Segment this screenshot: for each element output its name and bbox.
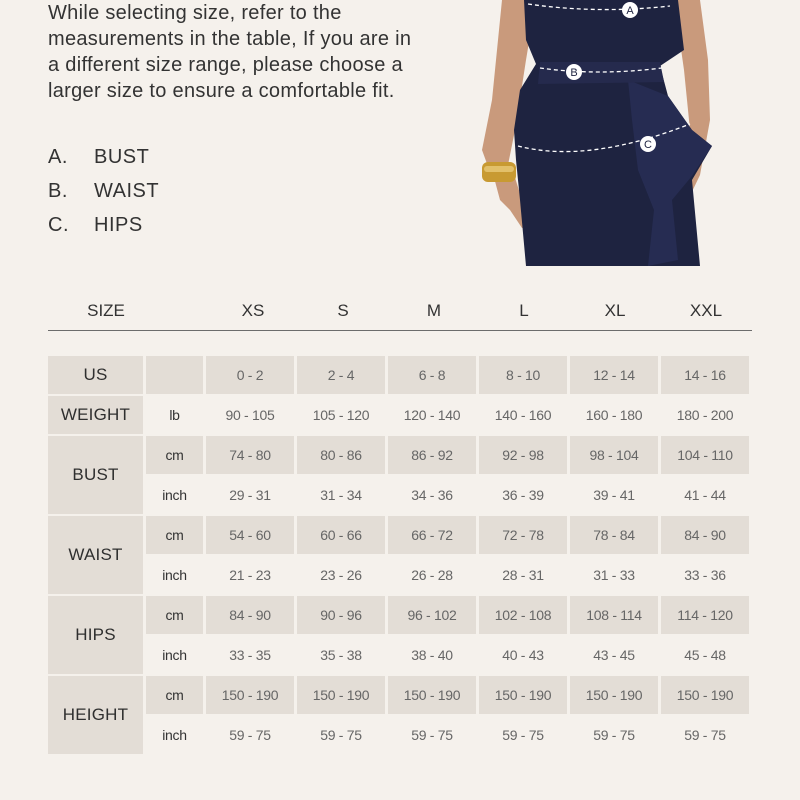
value-cell: 26 - 28 [411, 567, 453, 583]
value-cell: 150 - 190 [570, 676, 658, 714]
value-cell: 31 - 33 [593, 567, 635, 583]
value-cell: 0 - 2 [206, 356, 294, 394]
value-cell: 59 - 75 [502, 727, 544, 743]
value-cell: 150 - 190 [388, 676, 476, 714]
size-col-xs: XS [241, 301, 265, 320]
value-cell: 140 - 160 [494, 407, 552, 423]
value-cell: 104 - 110 [661, 436, 749, 474]
value-cell: 43 - 45 [593, 647, 635, 663]
value-cell: 120 - 140 [403, 407, 461, 423]
size-col-xl: XL [604, 301, 626, 320]
value-cell: 2 - 4 [297, 356, 385, 394]
value-cell: 150 - 190 [661, 676, 749, 714]
value-cell: 98 - 104 [570, 436, 658, 474]
unit-cell: inch [162, 727, 187, 743]
value-cell: 31 - 34 [320, 487, 362, 503]
measurement-letter: A. [48, 145, 68, 168]
row-label-hips: HIPS [48, 596, 143, 674]
size-col-l: L [519, 301, 529, 320]
unit-cell: cm [146, 436, 203, 474]
value-cell: 38 - 40 [411, 647, 453, 663]
value-cell: 59 - 75 [684, 727, 726, 743]
value-cell: 150 - 190 [206, 676, 294, 714]
value-cell: 108 - 114 [570, 596, 658, 634]
value-cell: 105 - 120 [312, 407, 370, 423]
value-cell: 114 - 120 [661, 596, 749, 634]
value-cell: 8 - 10 [479, 356, 567, 394]
value-cell: 72 - 78 [479, 516, 567, 554]
value-cell: 150 - 190 [479, 676, 567, 714]
measurement-item-waist [48, 174, 159, 208]
value-cell: 28 - 31 [502, 567, 544, 583]
value-cell: 90 - 96 [297, 596, 385, 634]
value-cell: 33 - 35 [229, 647, 271, 663]
row-label-height: HEIGHT [48, 676, 143, 754]
value-cell: 41 - 44 [684, 487, 726, 503]
value-cell: 33 - 36 [684, 567, 726, 583]
unit-cell [146, 356, 203, 394]
value-cell: 23 - 26 [320, 567, 362, 583]
size-col-s: S [337, 301, 349, 320]
marker-a: A [626, 5, 634, 17]
unit-cell: inch [162, 647, 187, 663]
measurement-name: BUST [94, 145, 150, 168]
size-chart-table [48, 356, 749, 754]
value-cell: 74 - 80 [206, 436, 294, 474]
value-cell: 160 - 180 [585, 407, 643, 423]
value-cell: 80 - 86 [297, 436, 385, 474]
value-cell: 150 - 190 [297, 676, 385, 714]
intro-line: While selecting size, refer to the [48, 2, 342, 24]
intro-text [48, 0, 448, 104]
value-cell: 14 - 16 [661, 356, 749, 394]
value-cell: 59 - 75 [320, 727, 362, 743]
marker-b: B [570, 67, 578, 79]
unit-cell: lb [169, 407, 180, 423]
value-cell: 84 - 90 [206, 596, 294, 634]
value-cell: 180 - 200 [676, 407, 734, 423]
value-cell: 59 - 75 [411, 727, 453, 743]
measurement-item-hips [48, 208, 159, 242]
value-cell: 84 - 90 [661, 516, 749, 554]
value-cell: 12 - 14 [570, 356, 658, 394]
value-cell: 66 - 72 [388, 516, 476, 554]
value-cell: 6 - 8 [388, 356, 476, 394]
intro-line: a different size range, please choose a [48, 54, 403, 76]
value-cell: 35 - 38 [320, 647, 362, 663]
value-cell: 34 - 36 [411, 487, 453, 503]
intro-line: larger size to ensure a comfortable fit. [48, 80, 395, 102]
value-cell: 36 - 39 [502, 487, 544, 503]
measurement-letter: C. [48, 213, 69, 236]
value-cell: 86 - 92 [388, 436, 476, 474]
unit-cell: cm [146, 516, 203, 554]
row-label-bust: BUST [48, 436, 143, 514]
value-cell: 96 - 102 [388, 596, 476, 634]
value-cell: 90 - 105 [225, 407, 275, 423]
measurement-letter: B. [48, 179, 68, 202]
measurement-name: HIPS [94, 213, 143, 236]
value-cell: 60 - 66 [297, 516, 385, 554]
value-cell: 29 - 31 [229, 487, 271, 503]
size-header-label: SIZE [87, 301, 125, 320]
row-label-weight: WEIGHT [48, 396, 143, 434]
unit-cell: cm [146, 596, 203, 634]
measurement-item-bust [48, 140, 159, 174]
intro-line: measurements in the table, If you are in [48, 28, 412, 50]
size-header-row [48, 296, 752, 331]
value-cell: 39 - 41 [593, 487, 635, 503]
unit-cell: cm [146, 676, 203, 714]
size-col-xxl: XXL [689, 301, 723, 320]
value-cell: 59 - 75 [229, 727, 271, 743]
value-cell: 92 - 98 [479, 436, 567, 474]
marker-c: C [644, 139, 652, 151]
dress-model-figure [478, 0, 718, 266]
value-cell: 45 - 48 [684, 647, 726, 663]
value-cell: 40 - 43 [502, 647, 544, 663]
value-cell: 59 - 75 [593, 727, 635, 743]
size-col-m: M [426, 301, 442, 320]
row-label-us: US [48, 356, 143, 394]
value-cell: 78 - 84 [570, 516, 658, 554]
value-cell: 102 - 108 [479, 596, 567, 634]
unit-cell: inch [162, 487, 187, 503]
value-cell: 54 - 60 [206, 516, 294, 554]
row-label-waist: WAIST [48, 516, 143, 594]
measurement-legend [48, 140, 159, 242]
unit-cell: inch [162, 567, 187, 583]
measurement-name: WAIST [94, 179, 160, 202]
value-cell: 21 - 23 [229, 567, 271, 583]
